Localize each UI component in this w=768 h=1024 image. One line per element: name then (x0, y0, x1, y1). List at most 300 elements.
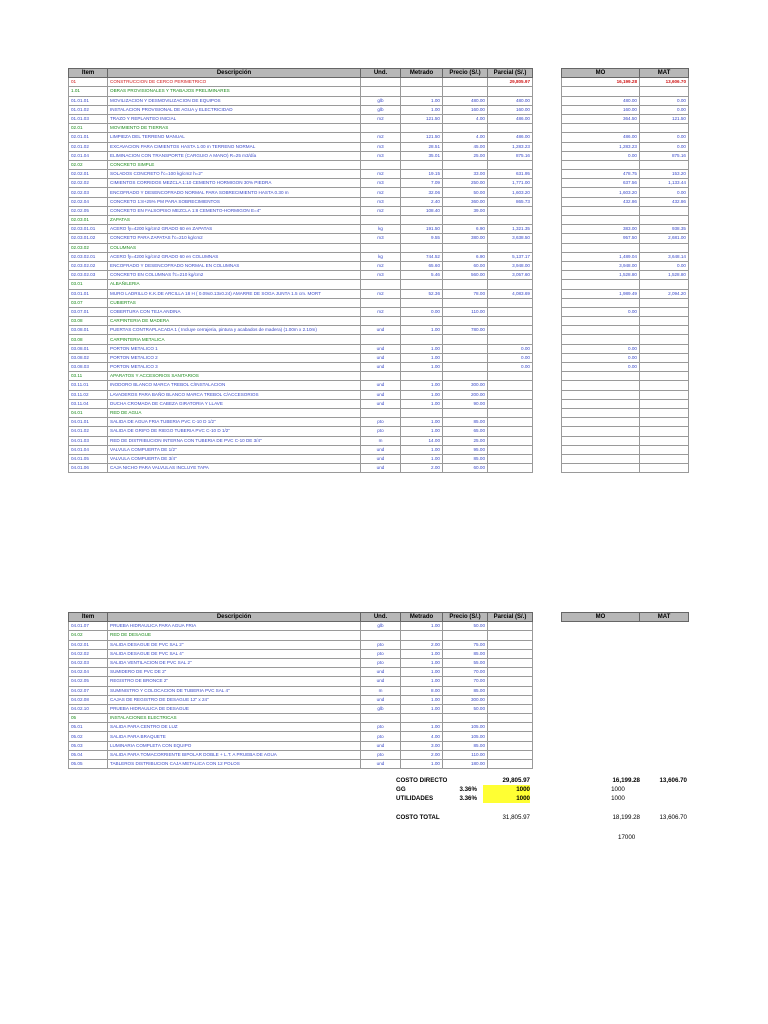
cell-metrado: 108.40 (401, 206, 443, 215)
cell-metrado: 14.00 (401, 436, 443, 445)
cell-mo: 0.00 (562, 353, 640, 362)
table-row (562, 133, 689, 142)
costo-total-mat: 13,606.70 (659, 814, 687, 821)
cell-mo: 1,989.49 (562, 289, 640, 298)
cell-precio (443, 216, 488, 225)
cell-unit (361, 87, 401, 96)
cell-precio: 480.00 (443, 96, 488, 105)
table-row (562, 381, 689, 390)
cell-precio: 60.00 (443, 261, 488, 270)
cell-parcial (488, 372, 533, 381)
header-metrado: Metrado (401, 69, 443, 78)
cell-description: CONCRETO EN COLUMNAS f'c=210 kg/cm2 (108, 271, 361, 280)
cell-item: 02.03.02.01 (69, 252, 108, 261)
cell-description: CAJAS DE REGISTRO DE DESAGUE 12" x 24" (108, 695, 361, 704)
cell-parcial (488, 216, 533, 225)
cell-parcial: 4,083.69 (488, 289, 533, 298)
table-row (69, 668, 533, 677)
table-row (69, 216, 533, 225)
table-row (69, 445, 533, 454)
table-row (69, 677, 533, 686)
cell-precio (443, 280, 488, 289)
cell-mo: 480.00 (562, 96, 640, 105)
cell-mat (640, 160, 689, 169)
table-row (69, 133, 533, 142)
cell-metrado: 1.00 (401, 399, 443, 408)
cell-mat (640, 317, 689, 326)
cell-mat: 0.00 (640, 105, 689, 114)
table-row (69, 686, 533, 695)
table-row (562, 206, 689, 215)
cell-description: CONCRETO 1:8+25% PM PARA SOBRECIMIENTOS (108, 197, 361, 206)
utilidades-label: UTILIDADES (396, 795, 434, 802)
cell-item: 02.01.01 (69, 133, 108, 142)
cell-metrado: 1.00 (401, 668, 443, 677)
table-row (69, 151, 533, 160)
cell-unit: pto (361, 640, 401, 649)
cell-item: 02.02.05 (69, 206, 108, 215)
cell-precio (443, 631, 488, 640)
table-row (69, 418, 533, 427)
cell-parcial (488, 649, 533, 658)
cell-parcial (488, 760, 533, 769)
cell-precio: 6.90 (443, 252, 488, 261)
table-row (69, 399, 533, 408)
table-row (562, 78, 689, 87)
cell-item: 04.02.02 (69, 649, 108, 658)
cell-parcial: 875.16 (488, 151, 533, 160)
table-row (562, 225, 689, 234)
table-row (562, 399, 689, 408)
table-row (562, 124, 689, 133)
header-item: Item (69, 613, 108, 622)
cell-precio: 70.00 (443, 677, 488, 686)
table-row (562, 170, 689, 179)
table-row (562, 188, 689, 197)
cell-metrado: 7.09 (401, 179, 443, 188)
cell-parcial: 0.00 (488, 353, 533, 362)
table-row (69, 96, 533, 105)
cell-mo (562, 298, 640, 307)
table-row (69, 427, 533, 436)
cell-mat (640, 399, 689, 408)
cell-metrado (401, 78, 443, 87)
cell-metrado: 3.00 (401, 741, 443, 750)
cell-metrado (401, 298, 443, 307)
table-row (562, 363, 689, 372)
cell-description: SALIDA VENTILACION DE PVC SAL 2" (108, 658, 361, 667)
cell-description: CAJA NICHO PARA VALVULAS INCLUYE TAPA (108, 464, 361, 473)
cell-description: RED DE AGUA (108, 408, 361, 417)
cell-precio: 300.00 (443, 695, 488, 704)
cell-unit: m2 (361, 289, 401, 298)
cell-parcial: 1,321.35 (488, 225, 533, 234)
cell-description: SOLADOS CONCRETO f'c=100 kg/cm2 h=2" (108, 170, 361, 179)
table-row (69, 289, 533, 298)
cell-description: PORTON METALICO 3 (108, 363, 361, 372)
cell-mo: 432.86 (562, 197, 640, 206)
cell-parcial: 865.73 (488, 197, 533, 206)
cell-description: SALIDA DE GRIFO DE RIEGO TUBERIA PVC C-10 D 1/2" (108, 427, 361, 436)
cell-description: ALBAÑILERIA (108, 280, 361, 289)
cell-precio: 4.00 (443, 133, 488, 142)
cell-item: 03.08.03 (69, 363, 108, 372)
cell-metrado: 32.06 (401, 188, 443, 197)
cell-metrado: 191.50 (401, 225, 443, 234)
cell-item: 04.02 (69, 631, 108, 640)
cell-metrado: 4.00 (401, 732, 443, 741)
cell-description: SUMIDERO DE PVC DE 2" (108, 668, 361, 677)
cell-item: 03.07 (69, 298, 108, 307)
cell-mo: 383.00 (562, 225, 640, 234)
cell-metrado (401, 124, 443, 133)
cell-precio: 50.00 (443, 188, 488, 197)
cell-parcial (488, 206, 533, 215)
table-row (562, 427, 689, 436)
cell-precio: 33.00 (443, 170, 488, 179)
cell-precio (443, 298, 488, 307)
cell-precio (443, 124, 488, 133)
cell-description: RED DE DISTRIBUCION INTERNA CON TUBERIA DE PVC C-10 DE 3/4" (108, 436, 361, 445)
cell-mat (640, 344, 689, 353)
cell-mo (562, 206, 640, 215)
table-row (69, 170, 533, 179)
cell-item: 05.03 (69, 741, 108, 750)
cell-description: LUMINARIA COMPLETA CON EQUIPO (108, 741, 361, 750)
cell-metrado: 121.50 (401, 133, 443, 142)
table-row (69, 307, 533, 316)
cell-parcial (488, 427, 533, 436)
cell-item: 03.11.01 (69, 381, 108, 390)
header-mo: MO (562, 613, 640, 622)
cell-unit (361, 714, 401, 723)
cell-unit: und (361, 695, 401, 704)
cell-precio: 50.00 (443, 704, 488, 713)
cell-item: 05.04 (69, 750, 108, 759)
table-row (69, 317, 533, 326)
cell-item: 04.02.01 (69, 640, 108, 649)
cell-mo: 0.00 (562, 344, 640, 353)
table-row (69, 704, 533, 713)
cell-item: 02.03.01.02 (69, 234, 108, 243)
cell-item: 02.01.04 (69, 151, 108, 160)
cell-mo: 637.56 (562, 179, 640, 188)
cell-precio (443, 78, 488, 87)
cell-mat (640, 298, 689, 307)
table-row (562, 142, 689, 151)
cell-description: PRUEBA HIDRAULICA DE DESAGUE (108, 704, 361, 713)
cell-unit: pto (361, 427, 401, 436)
cell-unit: und (361, 399, 401, 408)
cell-item: 01.01.02 (69, 105, 108, 114)
cell-parcial (488, 741, 533, 750)
cell-parcial (488, 714, 533, 723)
cell-unit (361, 280, 401, 289)
cell-description: PORTON METALICO 2 (108, 353, 361, 362)
cell-precio: 180.00 (443, 760, 488, 769)
cell-parcial: 480.00 (488, 96, 533, 105)
table-row (69, 124, 533, 133)
cell-description: CARPINTERIA DE MADERA (108, 317, 361, 326)
cell-metrado (401, 160, 443, 169)
cell-parcial: 5,137.17 (488, 252, 533, 261)
cell-mat: 0.00 (640, 96, 689, 105)
table-row (562, 197, 689, 206)
cell-item: 05 (69, 714, 108, 723)
cell-metrado: 1.00 (401, 760, 443, 769)
cell-metrado: 1.00 (401, 96, 443, 105)
cell-mat: 2,681.00 (640, 234, 689, 243)
cell-precio: 78.00 (443, 289, 488, 298)
table-row (69, 695, 533, 704)
table-row (562, 261, 689, 270)
cell-metrado: 1.00 (401, 723, 443, 732)
cell-unit: pto (361, 732, 401, 741)
cell-description: TABLEROS DISTRIBUCION CAJA METALICA CON 12 POLOS (108, 760, 361, 769)
cell-metrado: 1.00 (401, 649, 443, 658)
cell-item: 03.01 (69, 280, 108, 289)
cell-mo (562, 454, 640, 463)
cell-unit: m2 (361, 188, 401, 197)
cell-unit (361, 408, 401, 417)
cell-metrado (401, 87, 443, 96)
cell-parcial (488, 464, 533, 473)
cell-metrado: 1.00 (401, 427, 443, 436)
cell-description: APARATOS Y ACCESORIOS SANITARIOS (108, 372, 361, 381)
table-row (562, 87, 689, 96)
table-row (69, 271, 533, 280)
cell-unit: und (361, 668, 401, 677)
cell-metrado: 121.50 (401, 114, 443, 123)
cell-mo (562, 326, 640, 335)
cell-parcial (488, 686, 533, 695)
cell-metrado: 1.00 (401, 353, 443, 362)
header-precio: Precio (S/.) (443, 69, 488, 78)
cell-description: REGISTRO DE BRONCE 2" (108, 677, 361, 686)
cell-metrado: 0.00 (401, 307, 443, 316)
cell-parcial (488, 124, 533, 133)
table-row (69, 363, 533, 372)
cell-parcial (488, 454, 533, 463)
table-row (69, 723, 533, 732)
cell-parcial (488, 723, 533, 732)
cell-unit (361, 160, 401, 169)
cell-unit: pto (361, 723, 401, 732)
table-row (69, 390, 533, 399)
cell-metrado: 1.00 (401, 445, 443, 454)
cell-precio: 25.00 (443, 436, 488, 445)
table-row (562, 445, 689, 454)
cell-unit: m3 (361, 271, 401, 280)
cell-parcial (488, 436, 533, 445)
cell-precio: 39.00 (443, 206, 488, 215)
cell-item: 03.11.04 (69, 399, 108, 408)
cell-description: ENCOFRADO Y DESENCOFRADO NORMAL PARA SOBRECIMIENTO HASTA 0.30 m (108, 188, 361, 197)
cell-metrado: 5.46 (401, 271, 443, 280)
cell-mo: 0.00 (562, 363, 640, 372)
cell-unit: und (361, 381, 401, 390)
cell-item: 03.08 (69, 335, 108, 344)
table-row (69, 280, 533, 289)
utilidades-mo: 1000 (611, 795, 625, 802)
cell-mo (562, 418, 640, 427)
cell-metrado: 52.36 (401, 289, 443, 298)
cell-mo: 160.00 (562, 105, 640, 114)
cell-unit (361, 78, 401, 87)
cell-unit: m2 (361, 307, 401, 316)
cell-unit: m3 (361, 151, 401, 160)
cell-metrado: 8.00 (401, 686, 443, 695)
table-row (69, 649, 533, 658)
cell-parcial: 29,805.97 (488, 78, 533, 87)
table-row (69, 622, 533, 631)
cell-precio: 6.90 (443, 225, 488, 234)
cell-description: LAVADEROS PARA BAÑO BLANCO MARCA TREBOL C/ACCESORIOS (108, 390, 361, 399)
table-row (562, 372, 689, 381)
cell-description: PRUEBA HIDRAULICA PARA AGUA FRIA (108, 622, 361, 631)
cell-item: 02.02.03 (69, 188, 108, 197)
cell-description: PUERTAS CONTRAPLACADA 1 ( Incluye cerrajeria, pintura y acabados de madera) (1.00m x 2.10m) (108, 326, 361, 335)
cell-unit: m3 (361, 197, 401, 206)
header-parcial: Parcial (S/.) (488, 69, 533, 78)
cell-description: ACERO fy=4200 kg/cm2 GRADO 60 en ZAPATAS (108, 225, 361, 234)
cell-mo (562, 464, 640, 473)
cell-precio: 105.00 (443, 723, 488, 732)
cell-mo: 478.75 (562, 170, 640, 179)
cell-item: 04.01.01 (69, 418, 108, 427)
cell-description: ELIMINACION CON TRANSPORTE (CARGUIO A MANO) R=25 m3/día (108, 151, 361, 160)
table-row (69, 225, 533, 234)
cell-metrado (401, 408, 443, 417)
cell-parcial (488, 317, 533, 326)
table-row (562, 160, 689, 169)
table-row (562, 390, 689, 399)
cell-item: 03.01.01 (69, 289, 108, 298)
cell-description: CONSTRUCCION DE CERCO PERIMETRICO (108, 78, 361, 87)
gg-mo: 1000 (611, 786, 625, 793)
cell-unit (361, 243, 401, 252)
utilidades-value: 1000 (483, 794, 530, 803)
cell-mat: 0.00 (640, 142, 689, 151)
cell-metrado: 1.00 (401, 677, 443, 686)
cell-mat: 121.50 (640, 114, 689, 123)
table-row (69, 640, 533, 649)
budget-table-page2 (68, 612, 533, 769)
cell-mat: 0.00 (640, 188, 689, 197)
cell-mat (640, 454, 689, 463)
cell-item: 03.08.01 (69, 326, 108, 335)
cell-unit: und (361, 390, 401, 399)
cell-metrado: 1.00 (401, 454, 443, 463)
cell-parcial (488, 335, 533, 344)
table-row (562, 418, 689, 427)
cell-parcial (488, 381, 533, 390)
cell-mat (640, 418, 689, 427)
cell-parcial (488, 658, 533, 667)
cell-metrado: 35.01 (401, 151, 443, 160)
cell-mat (640, 436, 689, 445)
mo-mat-table-page2 (561, 612, 689, 622)
table-row (69, 261, 533, 270)
cell-description: CARPINTERIA METALICA (108, 335, 361, 344)
cell-item: 03.11 (69, 372, 108, 381)
cell-mat (640, 353, 689, 362)
cell-mo (562, 243, 640, 252)
cell-parcial (488, 677, 533, 686)
cell-parcial: 631.95 (488, 170, 533, 179)
cell-metrado: 1.00 (401, 695, 443, 704)
cell-parcial (488, 243, 533, 252)
cell-precio: 85.00 (443, 741, 488, 750)
cell-item: 01 (69, 78, 108, 87)
cell-unit (361, 216, 401, 225)
cell-mat (640, 390, 689, 399)
table-row (69, 234, 533, 243)
cell-description: EXCAVACION PARA CIMIENTOS HASTA 1.00 m TERRENO NORMAL (108, 142, 361, 151)
cell-parcial: 486.00 (488, 133, 533, 142)
gg-percent: 3.36% (459, 786, 477, 793)
cell-parcial (488, 87, 533, 96)
cell-metrado: 2.40 (401, 197, 443, 206)
cell-precio (443, 363, 488, 372)
cell-mo: 1,528.80 (562, 271, 640, 280)
cell-unit: m (361, 436, 401, 445)
table-row (69, 732, 533, 741)
cell-parcial (488, 750, 533, 759)
budget-table-page1 (68, 68, 533, 473)
cell-mo (562, 427, 640, 436)
cell-description: CONCRETO EN FALSOPISO MEZCLA 1:8 CEMENTO-HORMIGON E=4" (108, 206, 361, 215)
header-unit: Und. (361, 613, 401, 622)
cell-precio (443, 344, 488, 353)
cell-metrado: 1.00 (401, 622, 443, 631)
cell-item: 02.03.02.02 (69, 261, 108, 270)
cell-parcial: 1,771.00 (488, 179, 533, 188)
table-row (562, 335, 689, 344)
cell-description: INSTALACION PROVISIONAL DE AGUA y ELECTRICIDAD (108, 105, 361, 114)
cell-unit: m2 (361, 261, 401, 270)
cell-precio: 110.00 (443, 307, 488, 316)
cell-parcial (488, 408, 533, 417)
cell-mat (640, 464, 689, 473)
cell-item: 02.02.02 (69, 179, 108, 188)
cell-mat: 3,648.14 (640, 252, 689, 261)
table-row (562, 307, 689, 316)
table-row (562, 289, 689, 298)
cell-item: 05.05 (69, 760, 108, 769)
cell-unit (361, 335, 401, 344)
cell-description: ENCOFRADO Y DESENCOFRADO NORMAL EN COLUMNAS (108, 261, 361, 270)
table-row (562, 234, 689, 243)
table-row (562, 252, 689, 261)
cell-item: 04.02.03 (69, 658, 108, 667)
cell-parcial (488, 399, 533, 408)
cell-mo (562, 124, 640, 133)
cell-mat: 153.20 (640, 170, 689, 179)
cell-precio (443, 243, 488, 252)
table-row (69, 179, 533, 188)
table-row (69, 160, 533, 169)
cell-description: ZAPATAS (108, 216, 361, 225)
costo-directo-mat: 13,606.70 (659, 777, 687, 784)
costo-total-mo: 18,199.28 (612, 814, 640, 821)
cell-parcial: 1,603.20 (488, 188, 533, 197)
cell-description: OBRAS PROVISIONALES Y TRABAJOS PRELIMINARES (108, 87, 361, 96)
cell-precio: 55.00 (443, 658, 488, 667)
table-row (69, 252, 533, 261)
table-row (69, 381, 533, 390)
cell-item: 04.01.03 (69, 436, 108, 445)
